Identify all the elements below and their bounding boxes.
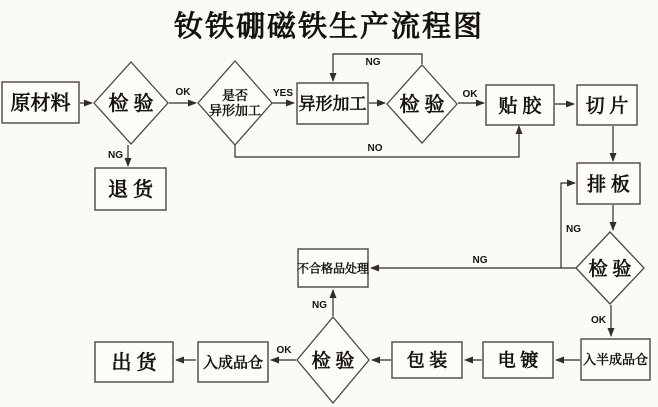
edge-label-ng: NG [365,57,381,68]
edge-label-ok: OK [175,87,191,98]
node-defect-handling [297,249,370,287]
node-label: 贴 胶 [498,95,542,117]
node-inspection-2 [387,65,457,143]
edge-label-yes: YES [272,88,294,99]
node-label: 出 货 [111,352,157,375]
node-glue [486,85,554,125]
node-label: 排 板 [587,174,630,196]
node-label: 原材料 [10,92,71,115]
edge-shaped-decision-to-shaped-processing [272,88,294,103]
edge-label-ok: OK [276,345,292,356]
edge-inspection-3-to-semi-finished-warehouse [591,305,611,336]
node-label: 入成品仓 [202,355,264,372]
edge-inspection-2-to-shaped-processing [333,54,422,81]
node-raw-material [2,82,79,123]
edge-label-ng: NG [472,255,488,266]
node-label: 异形加工 [298,94,367,114]
edge-label-ng: NG [108,150,123,161]
edge-label-ok: OK [591,315,606,326]
node-label: 包 装 [406,350,448,371]
edge-shaped-decision-to-glue [235,126,519,157]
node-semi-finished-warehouse [581,339,650,380]
node-label: 检 验 [399,94,445,117]
edge-inspection-1-to-shaped-decision [169,87,196,103]
node-label: 检 验 [588,258,632,280]
node-shaped-processing [297,83,368,124]
node-label: 切 片 [585,95,629,117]
node-slice [577,85,637,125]
node-return-goods [95,168,166,210]
node-packing [392,342,462,378]
node-shipping [95,342,173,382]
node-label: 电 镀 [497,350,539,371]
edge-inspection-4-to-defect-handling [312,290,333,316]
node-plating [483,342,553,378]
node-label: 是否异形加工 [208,88,262,118]
node-inspection-3 [576,232,644,304]
node-label: 入半成品仓 [582,352,649,368]
node-inspection-4 [297,317,369,403]
edge-label-no: NO [367,143,383,154]
node-board-arrange [577,163,640,204]
edge-inspection-4-to-finished-warehouse [271,345,296,360]
edge-inspection-2-to-glue [458,89,484,103]
edge-label-ok: OK [462,89,478,100]
node-label: 不合格品处理 [296,261,370,276]
node-shaped-decision [198,61,272,145]
node-finished-warehouse [198,342,268,382]
edge-label-ng: NG [566,224,581,235]
node-label: 检 验 [311,350,355,372]
node-label: 退 货 [108,179,153,202]
node-inspection-1 [94,62,168,144]
edge-inspection-3-to-defect-handling [371,255,576,268]
edge-label-ng: NG [312,300,327,311]
edge-inspection-1-to-return-goods [108,145,128,166]
node-label: 检 验 [108,93,154,116]
page-title: 钕铁硼磁铁生产流程图 [173,11,484,43]
